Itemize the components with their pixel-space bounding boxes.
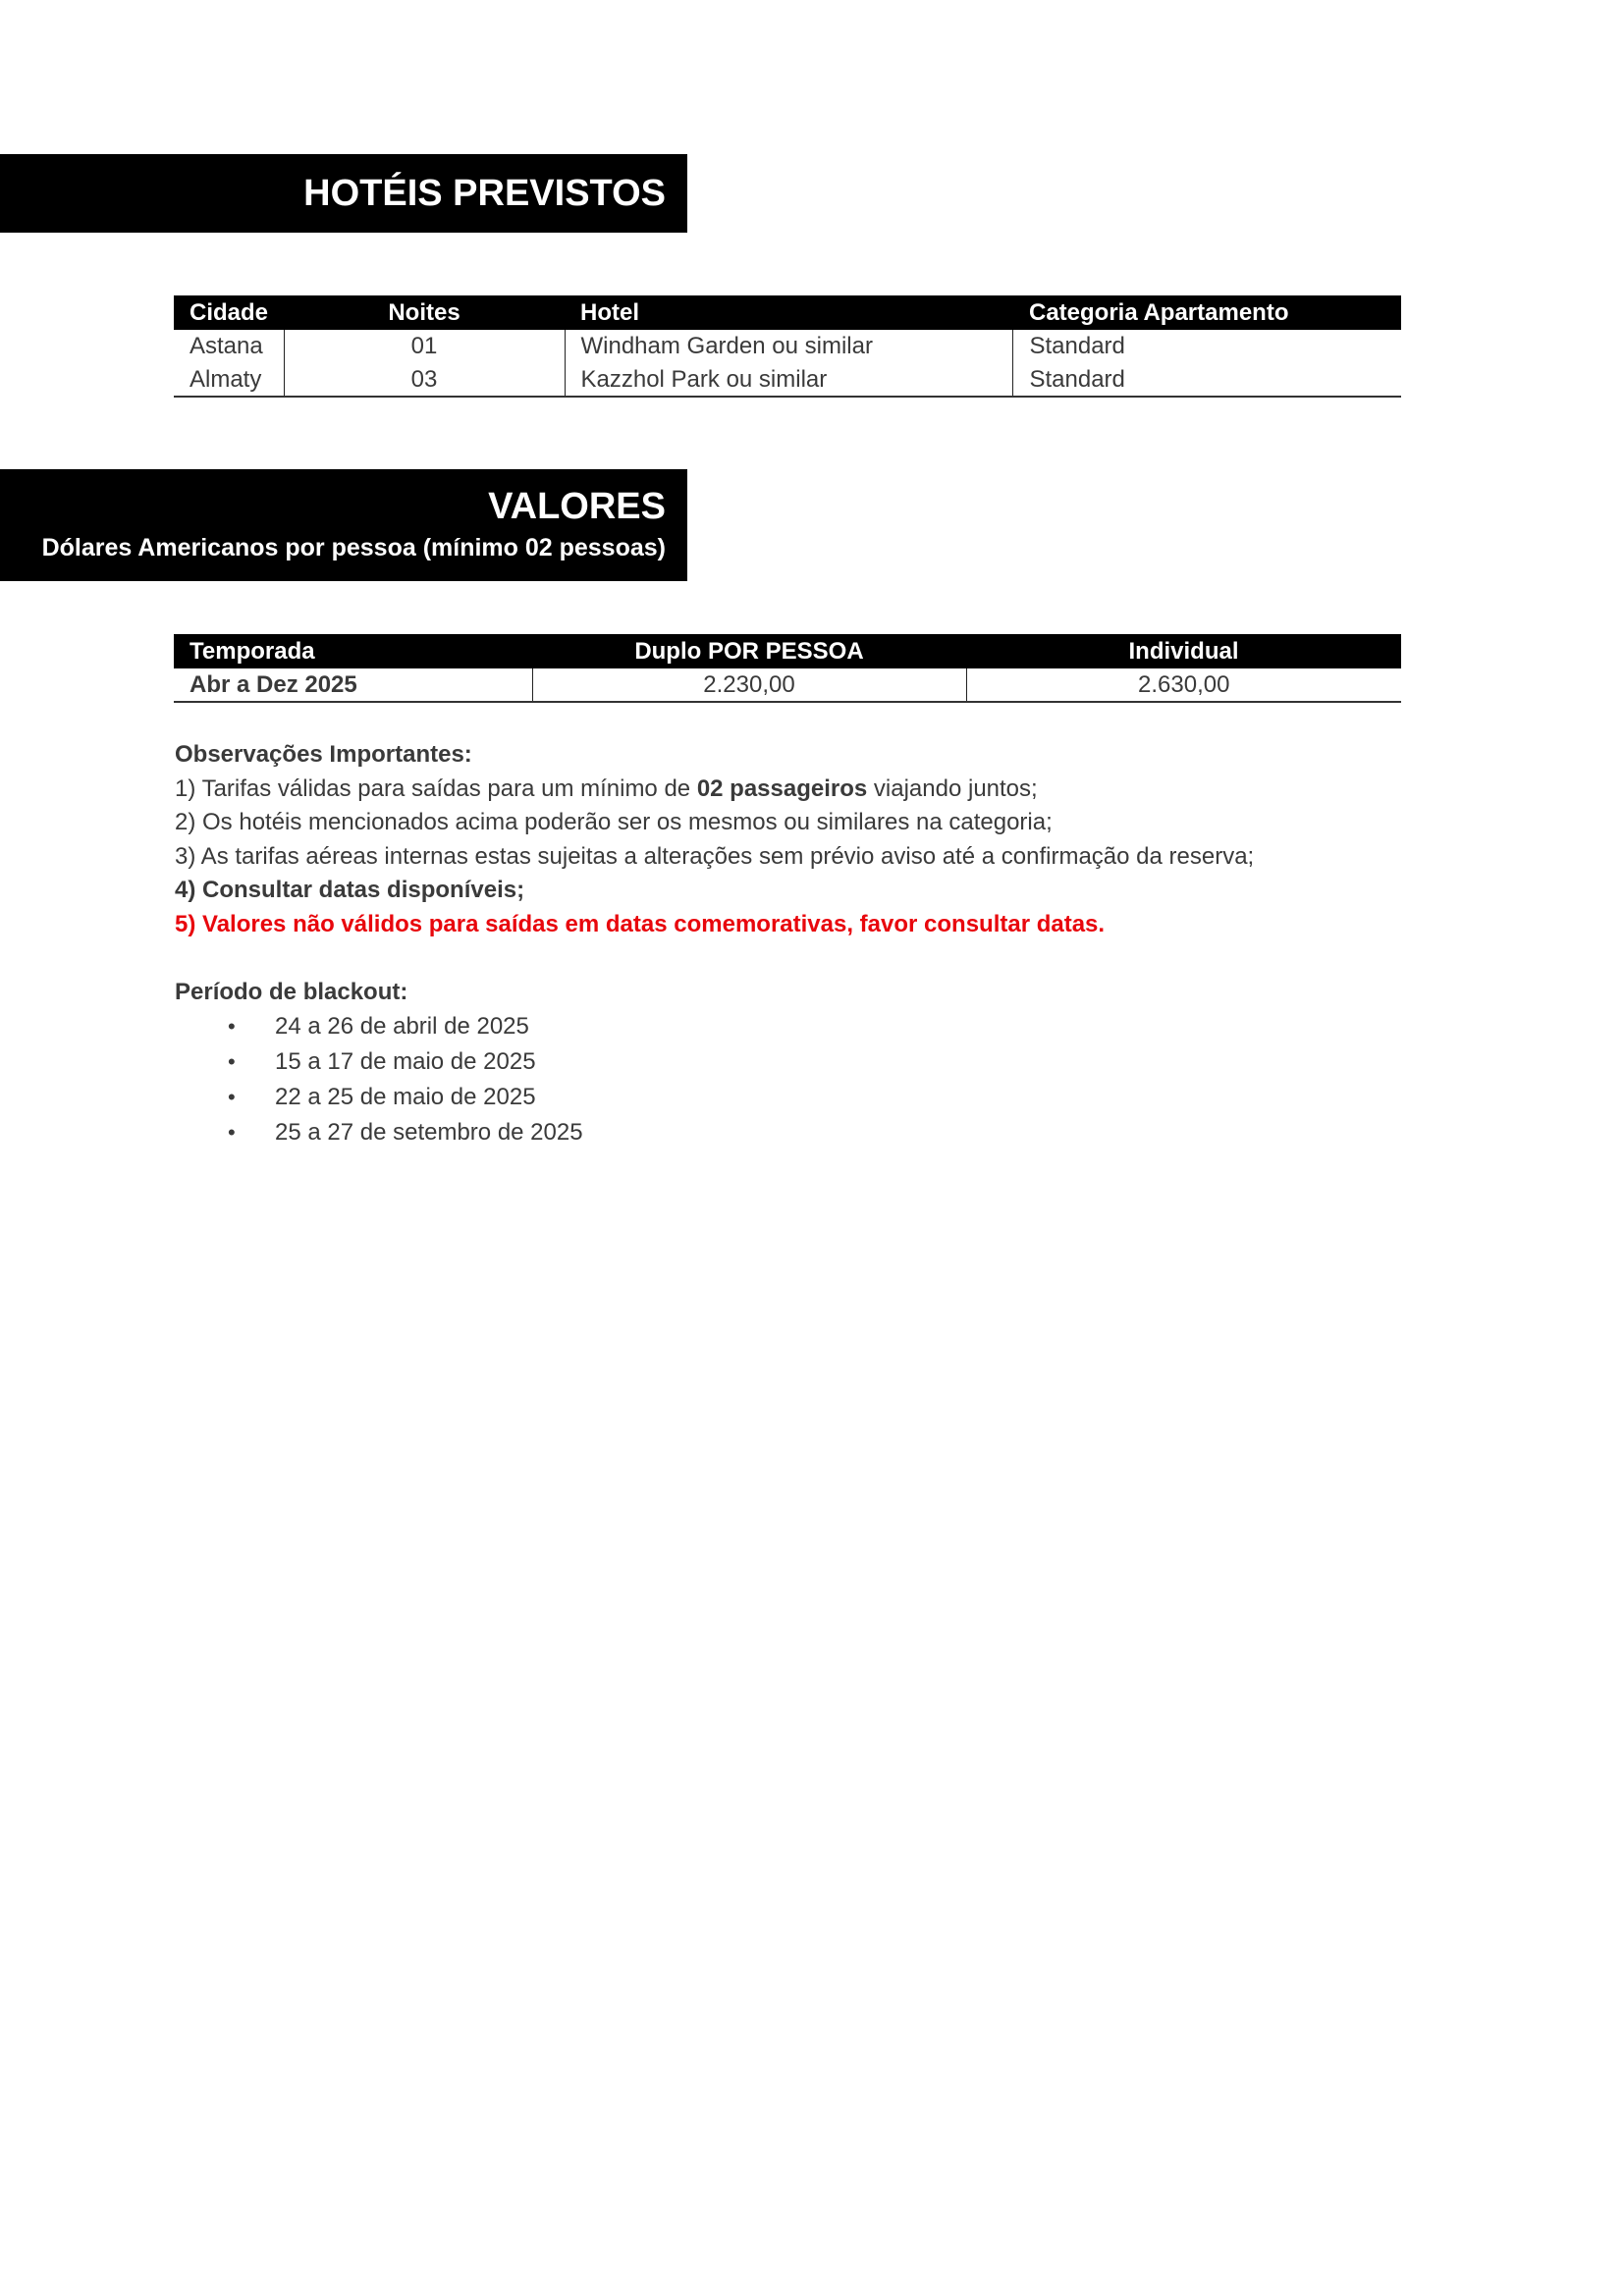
header-double: Duplo POR PESSOA <box>532 634 966 668</box>
cell-category: Standard <box>1013 330 1401 363</box>
hotels-banner <box>0 154 687 233</box>
notes-section <box>175 738 1451 1150</box>
blackout-title: Período de blackout: <box>175 978 408 1005</box>
cell-hotel: Kazzhol Park ou similar <box>565 363 1013 397</box>
note-4: 4) Consultar datas disponíveis; <box>175 877 525 903</box>
bullet-icon: • <box>228 1049 236 1074</box>
blackout-date: 22 a 25 de maio de 2025 <box>275 1084 536 1110</box>
cell-category: Standard <box>1013 363 1401 397</box>
header-single: Individual <box>966 634 1401 668</box>
note-1-suffix: viajando juntos; <box>867 774 1038 802</box>
prices-title: VALORES <box>488 486 666 527</box>
bullet-icon: • <box>228 1085 236 1109</box>
list-item <box>175 1044 1451 1080</box>
table-row <box>174 668 1401 702</box>
note-1 <box>175 773 1451 807</box>
hotels-table <box>174 295 1401 398</box>
note-2: 2) Os hotéis mencionados acima poderão ser os mesmos ou similares na categoria; <box>175 809 1053 835</box>
blackout-date: 25 a 27 de setembro de 2025 <box>275 1119 583 1146</box>
list-item <box>175 1115 1451 1150</box>
list-item <box>175 1009 1451 1044</box>
cell-nights: 03 <box>284 363 565 397</box>
blackout-date: 15 a 17 de maio de 2025 <box>275 1048 536 1075</box>
prices-table <box>174 634 1401 703</box>
cell-hotel: Windham Garden ou similar <box>565 330 1013 363</box>
cell-city: Almaty <box>174 363 284 397</box>
cell-city: Astana <box>189 333 263 359</box>
prices-subtitle: Dólares Americanos por pessoa (mínimo 02 pessoas) <box>41 534 666 561</box>
bullet-icon: • <box>228 1120 236 1145</box>
header-season: Temporada <box>174 634 532 668</box>
cell-single-price: 2.630,00 <box>966 668 1401 702</box>
header-nights: Noites <box>284 295 565 330</box>
table-row <box>174 363 1401 397</box>
hotels-title: HOTÉIS PREVISTOS <box>303 173 666 214</box>
note-3: 3) As tarifas aéreas internas estas sujeitas a alterações sem prévio aviso até a confirmação da reserva; <box>175 842 1255 870</box>
header-hotel: Hotel <box>565 295 1013 330</box>
header-city: Cidade <box>174 295 284 330</box>
note-1-prefix: 1) Tarifas válidas para saídas para um mínimo de <box>175 774 697 802</box>
list-item <box>175 1080 1451 1115</box>
note-1-bold: 02 passageiros <box>696 774 868 802</box>
note-5-alert: 5) Valores não válidos para saídas em datas comemorativas, favor consultar datas. <box>175 910 1106 937</box>
cell-double-price: 2.230,00 <box>532 668 966 702</box>
cell-season: Abr a Dez 2025 <box>174 668 532 702</box>
bullet-icon: • <box>228 1014 236 1039</box>
blackout-date: 24 a 26 de abril de 2025 <box>275 1013 529 1040</box>
cell-nights: 01 <box>284 330 565 363</box>
blackout-list <box>175 1009 1451 1150</box>
notes-title: Observações Importantes: <box>175 741 472 768</box>
prices-header-row <box>174 634 1401 668</box>
prices-banner <box>0 469 687 581</box>
table-row <box>174 330 1401 363</box>
header-category: Categoria Apartamento <box>1013 295 1401 330</box>
hotels-header-row <box>174 295 1401 330</box>
